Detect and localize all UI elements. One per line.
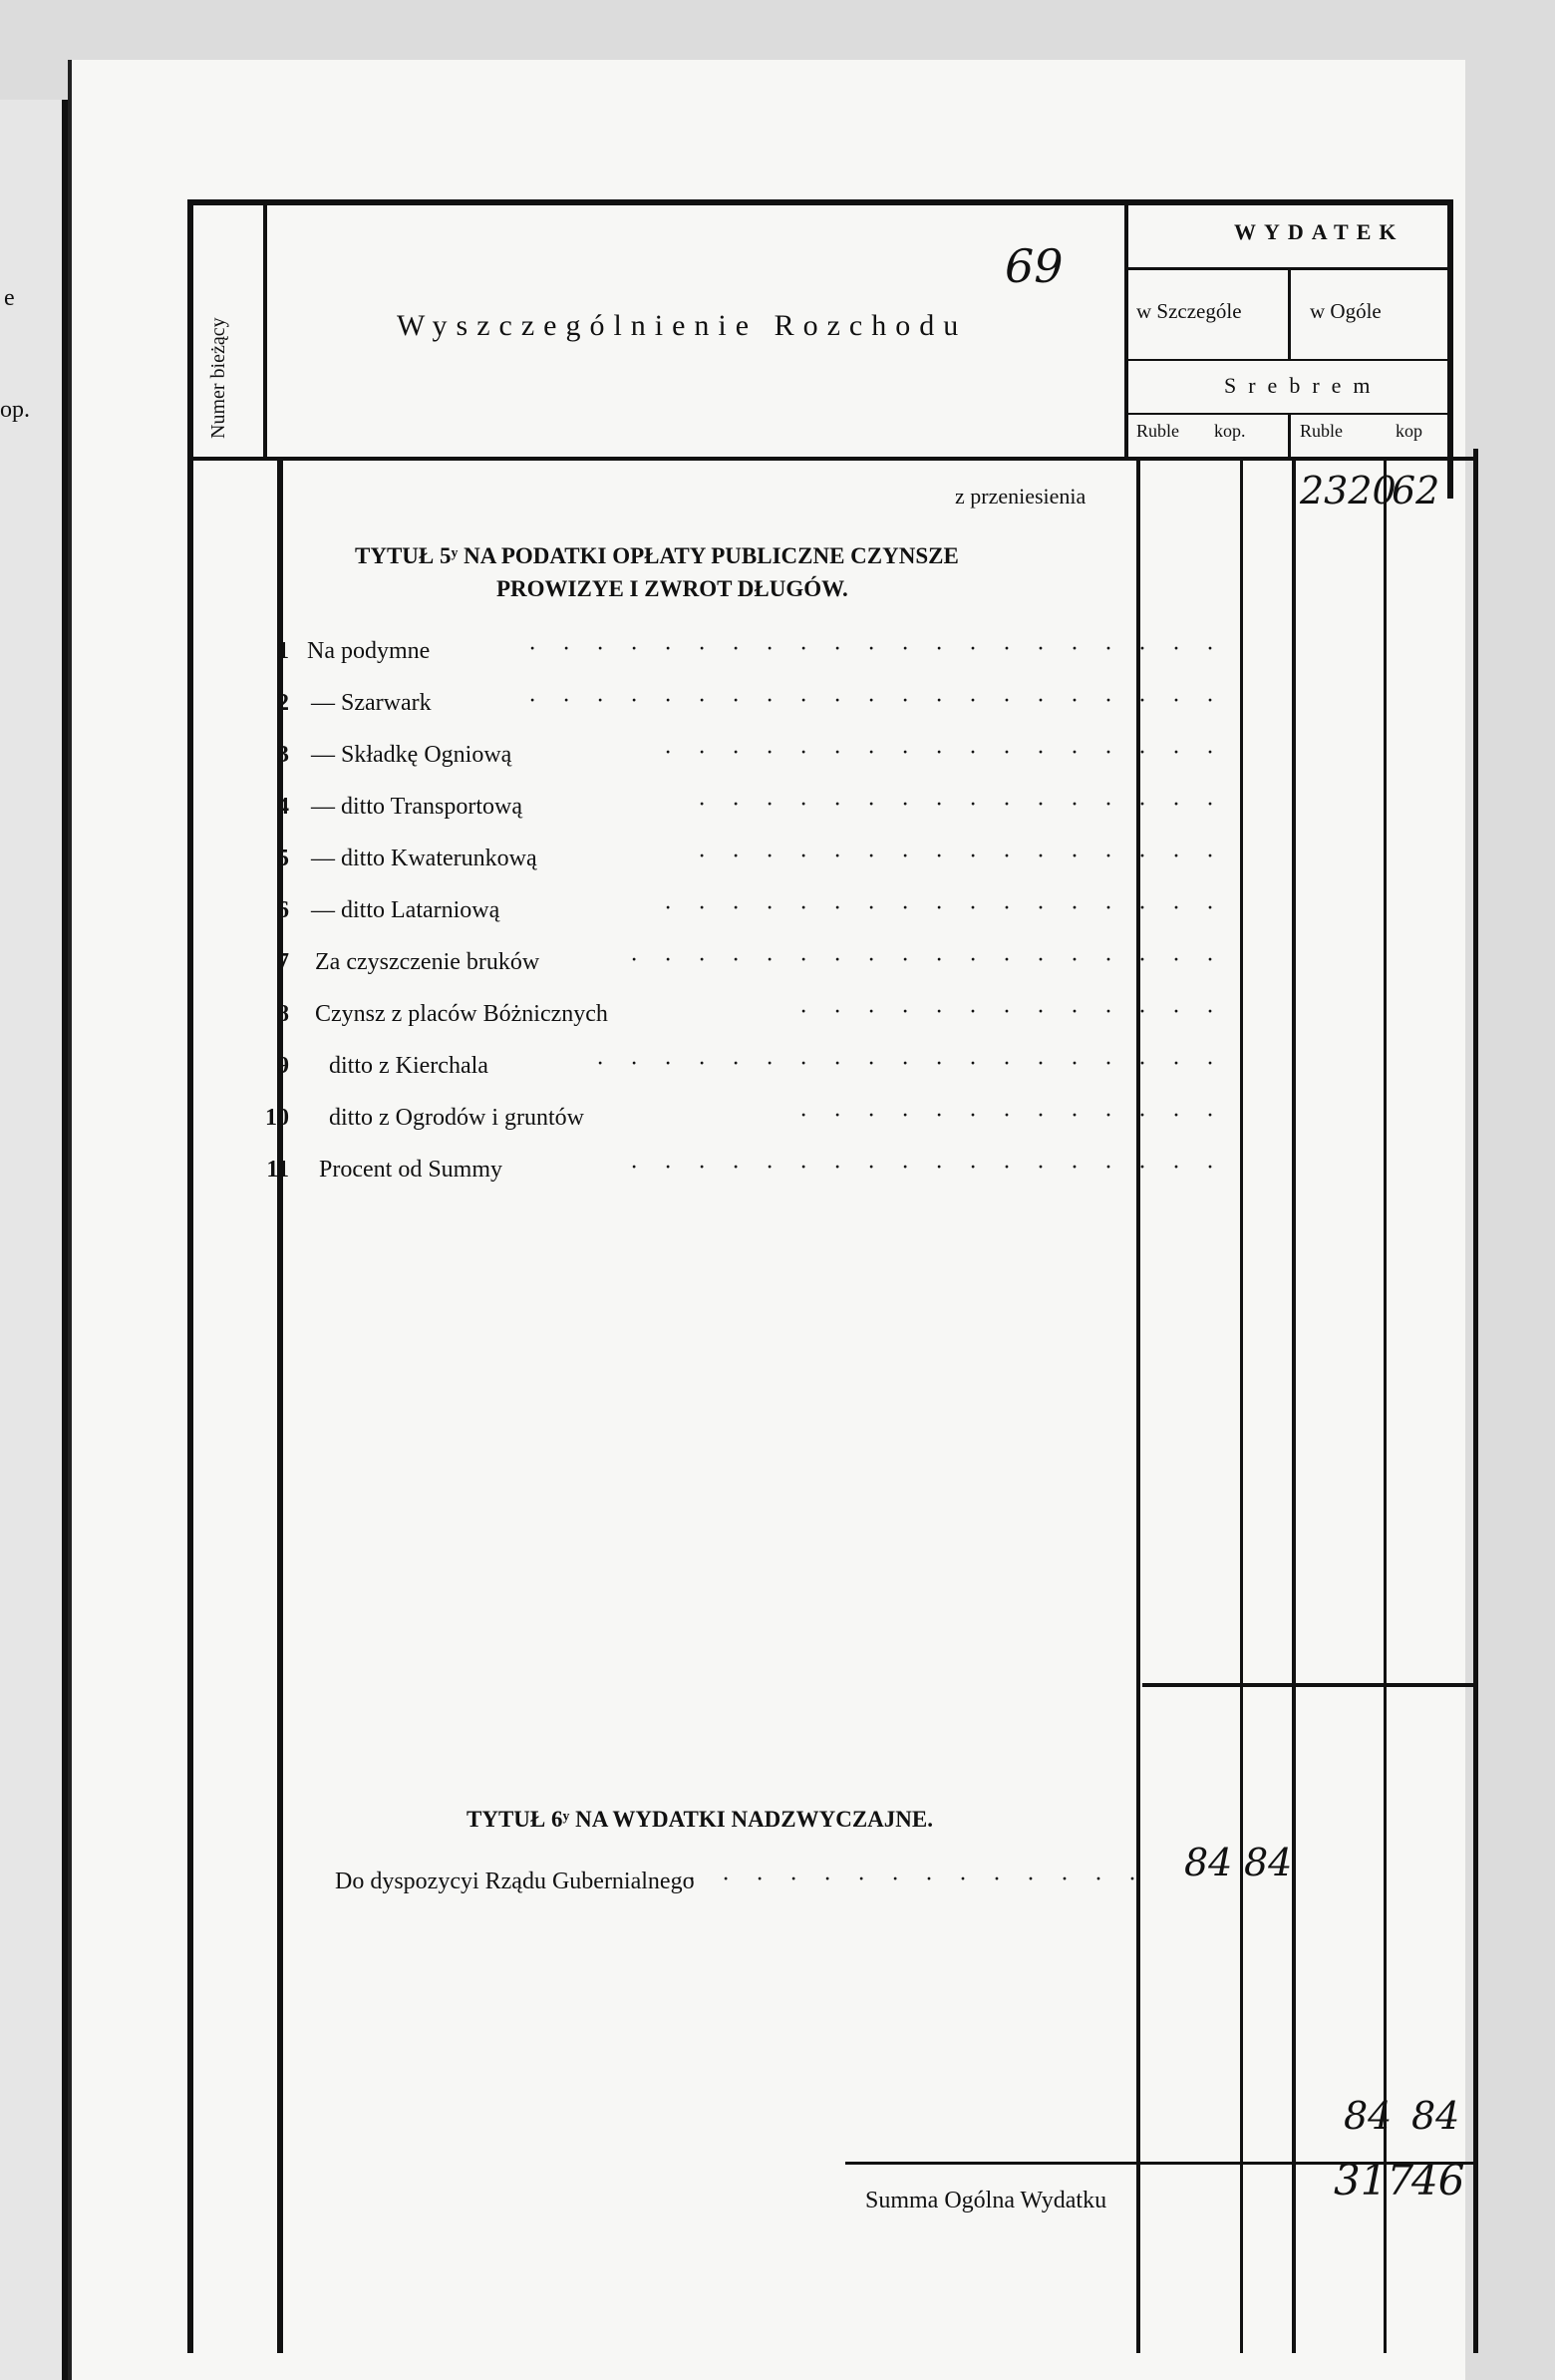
rule bbox=[263, 199, 267, 461]
ledger-row bbox=[187, 786, 1224, 836]
carry-forward-label: z przeniesienia bbox=[955, 484, 1087, 509]
ledger-row bbox=[187, 1045, 1224, 1095]
leader-dots: · · · · · · · · · · · · · · · · · · bbox=[630, 1155, 1224, 1181]
section-5-title: TYTUŁ 5ʸ NA PODATKI OPŁATY PUBLICZNE CZYNSZE bbox=[355, 543, 959, 568]
rule bbox=[1288, 413, 1291, 461]
ruble-header: Ruble bbox=[1300, 421, 1343, 441]
ledger-row bbox=[187, 682, 1224, 732]
row-label: Za czyszczenie bruków bbox=[315, 949, 540, 975]
row-number: 11 bbox=[266, 1157, 289, 1183]
ledger-row bbox=[187, 734, 1224, 784]
leader-dots: · · · · · · · · · · · · · · · · bbox=[698, 844, 1224, 869]
carry-kop: 62 bbox=[1392, 469, 1440, 512]
srebrem-header: Srebrem bbox=[1224, 373, 1383, 398]
leader-dots: · · · · · · · · · · · · · bbox=[799, 1103, 1224, 1129]
ledger-row bbox=[187, 838, 1224, 887]
ledger-row bbox=[187, 1149, 1224, 1198]
ledger-table bbox=[187, 199, 1465, 2353]
rule bbox=[1292, 461, 1296, 2353]
leader-dots: · · · · · · · · · · · · · · · · · bbox=[664, 895, 1224, 921]
ledger-row bbox=[187, 1097, 1224, 1147]
leader-dots: · · · · · · · · · · · · · · · · · · · bbox=[596, 1051, 1224, 1077]
row-number: 5 bbox=[277, 846, 289, 871]
grand-total-kop: 46 bbox=[1411, 2156, 1465, 2205]
rule bbox=[1240, 461, 1243, 2353]
section-5-title-line2: PROWIZYE I ZWROT DŁUGÓW. bbox=[496, 576, 848, 601]
ledger-row bbox=[187, 993, 1224, 1043]
rule bbox=[1128, 359, 1447, 361]
row-label: Czynsz z placów Bóżnicznych bbox=[315, 1001, 608, 1027]
w-ogole-header: w Ogóle bbox=[1310, 299, 1382, 323]
row-number: 7 bbox=[277, 949, 289, 975]
ledger-row bbox=[187, 941, 1224, 991]
subtotal-rubles: 84 bbox=[1344, 2094, 1393, 2138]
folio-number: 69 bbox=[1005, 239, 1064, 293]
rule bbox=[187, 199, 193, 2353]
ledger-row bbox=[187, 1861, 1146, 1910]
row-label: ditto z Ogrodów i gruntów bbox=[329, 1105, 584, 1131]
previous-page-edge bbox=[0, 100, 72, 2380]
row-label: Na podymne bbox=[307, 638, 431, 664]
rule bbox=[187, 457, 1478, 461]
rule bbox=[1124, 199, 1128, 461]
row-number: 2 bbox=[277, 690, 289, 716]
rule bbox=[1447, 199, 1453, 499]
row-number: 8 bbox=[277, 1001, 289, 1027]
row-label: — ditto Transportową bbox=[311, 794, 523, 820]
description-title: Wyszczególnienie Rozchodu bbox=[397, 309, 968, 342]
ledger-page bbox=[72, 60, 1465, 2380]
row-label: — ditto Kwaterunkową bbox=[311, 846, 537, 871]
leader-dots: · · · · · · · · · · · · · · · · · · bbox=[630, 947, 1224, 973]
leader-dots: · · · · · · · · · · · · · · · · · · · · · bbox=[528, 636, 1224, 662]
row-number: 3 bbox=[277, 742, 289, 768]
carry-rubles: 2320 bbox=[1300, 469, 1397, 512]
rule bbox=[1288, 267, 1291, 359]
row-label: ditto z Kierchala bbox=[329, 1053, 488, 1079]
leader-dots: · · · · · · · · · · · · · bbox=[799, 999, 1224, 1025]
row-number: 1 bbox=[277, 638, 289, 664]
row-number: 9 bbox=[277, 1053, 289, 1079]
ledger-row bbox=[187, 630, 1224, 680]
rule bbox=[1384, 461, 1387, 2353]
leader-dots: · · · · · · · · · · · · · · bbox=[688, 1867, 1146, 1892]
rule bbox=[1142, 1683, 1476, 1687]
row-label: — ditto Latarniową bbox=[311, 897, 500, 923]
grand-total-label: Summa Ogólna Wydatku bbox=[865, 2188, 1107, 2213]
row-number: 6 bbox=[277, 897, 289, 923]
row-label: — Składkę Ogniową bbox=[311, 742, 512, 768]
w-szczegole-header: w Szczególe bbox=[1136, 299, 1242, 323]
item-kop: 84 bbox=[1244, 1841, 1293, 1884]
rule bbox=[187, 199, 1453, 205]
rule bbox=[1473, 449, 1478, 2353]
prev-page-fragment: op. bbox=[0, 397, 30, 423]
row-number: 10 bbox=[265, 1105, 289, 1131]
leader-dots: · · · · · · · · · · · · · · · · · · · · · bbox=[528, 688, 1224, 714]
kop-header: kop bbox=[1396, 421, 1422, 441]
grand-total-rubles: 317 bbox=[1334, 2156, 1414, 2205]
section-6-title: TYTUŁ 6ʸ NA WYDATKI NADZWYCZAJNE. bbox=[466, 1807, 933, 1832]
wydatek-header: WYDATEK bbox=[1234, 219, 1404, 244]
ruble-header: Ruble bbox=[1136, 421, 1179, 441]
subtotal-kop: 84 bbox=[1411, 2094, 1460, 2138]
item-rubles: 84 bbox=[1184, 1841, 1233, 1884]
column-num-label: Numer bieżący bbox=[207, 317, 229, 439]
row-label: — Szarwark bbox=[311, 690, 432, 716]
prev-page-fragment: e bbox=[4, 285, 15, 311]
row-label: Procent od Summy bbox=[319, 1157, 502, 1183]
row-label: Do dyspozycyi Rządu Gubernialnego bbox=[335, 1869, 695, 1894]
leader-dots: · · · · · · · · · · · · · · · · bbox=[698, 792, 1224, 818]
ledger-row bbox=[187, 889, 1224, 939]
leader-dots: · · · · · · · · · · · · · · · · · bbox=[664, 740, 1224, 766]
row-number: 4 bbox=[277, 794, 289, 820]
kop-header: kop. bbox=[1214, 421, 1246, 441]
